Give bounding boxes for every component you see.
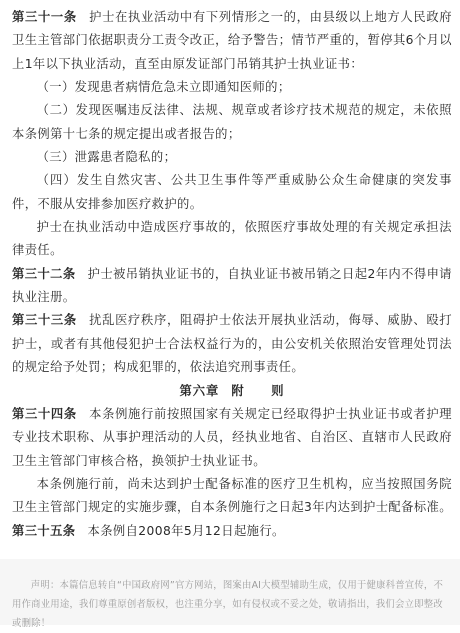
article-33 (12, 309, 452, 379)
article-31-item-3: （三）泄露患者隐私的； (36, 150, 177, 165)
article-35 (12, 520, 452, 543)
chapter-6-number: 第六章 (179, 383, 220, 398)
article-32-heading: 第三十二条 (12, 266, 76, 281)
article-31-item-2: （二）发现医嘱违反法律、法规、规章或者诊疗技术规范的规定，未依照本条例第十七条的规定提出或者报告的； (12, 103, 452, 141)
footer (0, 559, 460, 630)
article-31-item-1: （一）发现患者病情危急未立即通知医师的； (36, 80, 291, 95)
article-31-heading: 第三十一条 (12, 10, 77, 24)
article-31-paragraph-2: 护士在执业活动中造成医疗事故的，依照医疗事故处理的有关规定承担法律责任。 (12, 220, 452, 258)
article-33-heading: 第三十三条 (12, 313, 77, 328)
article-34-heading: 第三十四条 (12, 406, 77, 421)
article-31-item-4: （四）发生自然灾害、公共卫生事件等严重威胁公众生命健康的突发事件，不服从安排参加医疗救护的。 (12, 173, 452, 211)
disclaimer-text: 声明：本篇信息转自“中国政府网”官方网站，图案由AI大模型辅助生成，仅用于健康科普宣传，不用作商业用途，我们尊重原创者版权，也注重分享，如有侵权或不妥之处，敬请指出，我们会立即整改或删除！ (12, 580, 444, 630)
article-31 (12, 6, 452, 76)
article-34-body: 本条例施行前按照国家有关规定已经取得护士执业证书或者护理专业技术职称、从事护理活动的人员，经执业地省、自治区、直辖市人民政府卫生主管部门审核合格，换领护士执业证书。 (12, 406, 452, 468)
article-32 (12, 263, 452, 310)
article-32-body: 护士被吊销执业证书的，自执业证书被吊销之日起2年内不得申请执业注册。 (12, 266, 452, 305)
regulation-text (12, 6, 452, 543)
chapter-6-heading (12, 380, 452, 403)
chapter-6-title: 附 则 (231, 383, 285, 398)
article-34 (12, 403, 452, 473)
article-31-body: 护士在执业活动中有下列情形之一的，由县级以上地方人民政府卫生主管部门依据职责分工责令改正，给予警告；情节严重的，暂停其6个月以上1年以下执业活动，直至由原发证部门吊销其护士执业证书： (12, 10, 452, 71)
article-33-body: 扰乱医疗秩序，阻碍护士依法开展执业活动，侮辱、威胁、殴打护士，或者有其他侵犯护士合法权益行为的，由公安机关依照治安管理处罚法的规定给予处罚；构成犯罪的，依法追究刑事责任。 (12, 313, 452, 375)
article-35-body: 本条例自2008年5月12日起施行。 (87, 523, 285, 538)
article-35-heading: 第三十五条 (12, 523, 76, 538)
article-34-paragraph-2: 本条例施行前，尚未达到护士配备标准的医疗卫生机构，应当按照国务院卫生主管部门规定的实施步骤，自本条例施行之日起3年内达到护士配备标准。 (12, 476, 452, 515)
